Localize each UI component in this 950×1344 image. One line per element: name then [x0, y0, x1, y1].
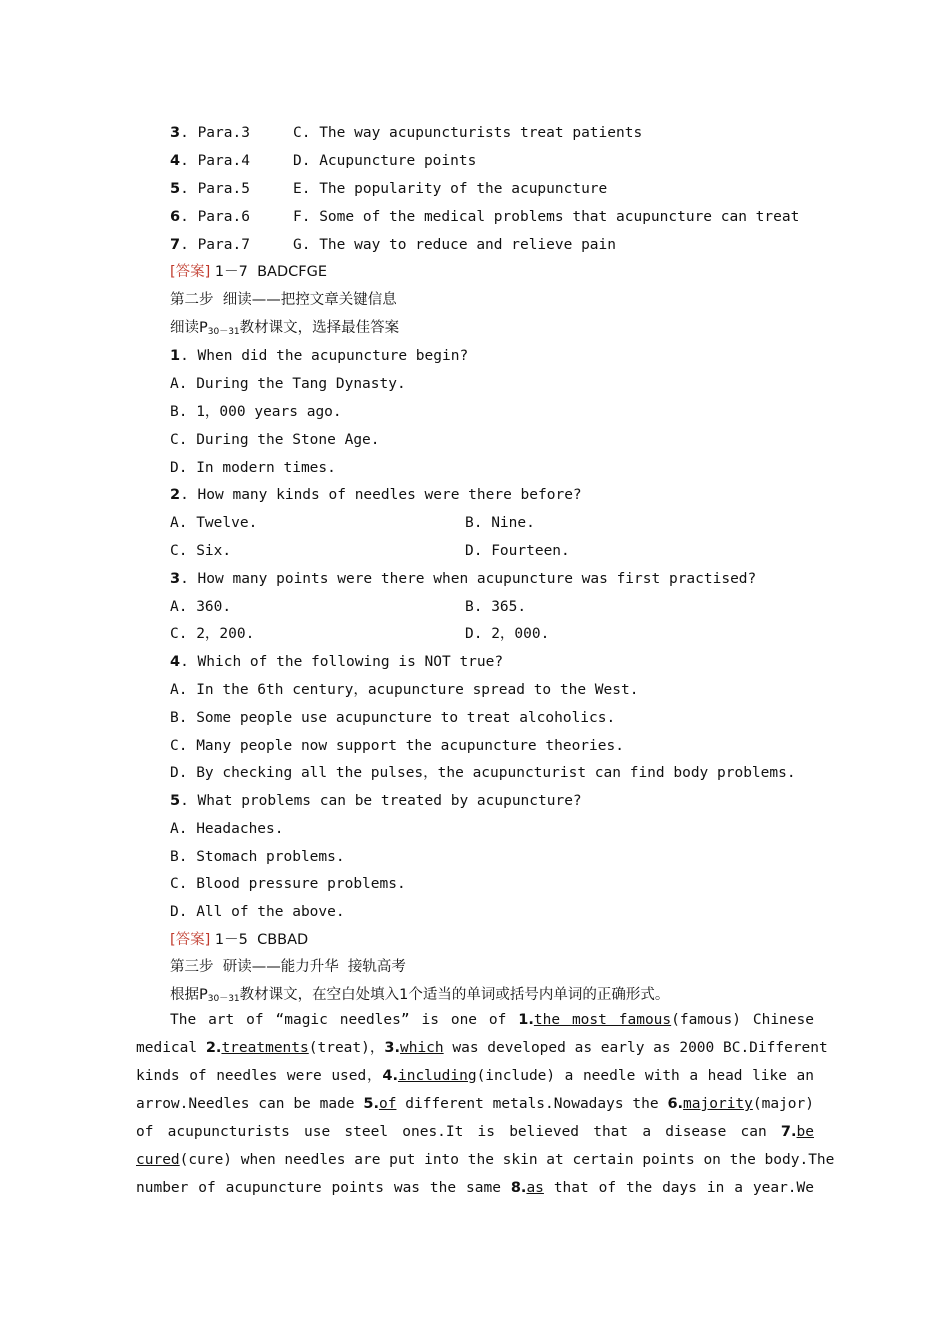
cloze-answer: cured	[136, 1152, 180, 1168]
question-5: 5. What problems can be treated by acupuncture?	[170, 793, 582, 809]
match-option: D. Acupuncture points	[293, 153, 477, 169]
cloze-line: of acupuncturists use steel ones.It is believed that a disease can 7.be	[136, 1124, 814, 1140]
option: C. Six.	[170, 543, 232, 559]
cloze-line: cured(cure) when needles are put into the skin at certain points on the body.The	[136, 1152, 835, 1168]
question-1: 1. When did the acupuncture begin?	[170, 348, 469, 364]
step-three-instruction: 根据$P_{30-31}$教材课文，在空白处填入1个适当的单词或括号内单词的正确形式。	[170, 987, 670, 1004]
cloze-answer: as	[526, 1180, 544, 1196]
match-row: 5. Para.5	[170, 181, 250, 197]
cloze-line: The art of “magic needles” is one of 1.the most famous(famous) Chinese	[170, 1012, 814, 1028]
match-row: 7. Para.7	[170, 237, 250, 253]
option: D. By checking all the pulses，the acupuncturist can find body problems.	[170, 765, 796, 781]
option: C. During the Stone Age.	[170, 432, 380, 448]
step-three-heading: 第三步 研读——能力升华 接轨高考	[170, 959, 406, 975]
match-option: E. The popularity of the acupuncture	[293, 181, 608, 197]
question-2: 2. How many kinds of needles were there before?	[170, 487, 582, 503]
cloze-line: arrow.Needles can be made 5.of different metals.Nowadays the 6.majority(major)	[136, 1096, 814, 1112]
cloze-answer: treatments	[221, 1040, 309, 1056]
match-row: 3. Para.3	[170, 125, 250, 141]
question-3: 3. How many points were there when acupuncture was first practised?	[170, 571, 757, 587]
cloze-answer: be	[796, 1124, 814, 1140]
step-two-instruction: 细读$P_{30-31}$教材课文，选择最佳答案	[170, 320, 400, 337]
cloze-answer: majority	[683, 1096, 753, 1112]
option: C. Many people now support the acupuncture theories.	[170, 738, 624, 754]
option: D. Fourteen.	[465, 543, 570, 559]
option: B. Nine.	[465, 515, 535, 531]
answer-key: [答案] 1－5 CBBAD	[170, 932, 309, 948]
match-row: 6. Para.6	[170, 209, 250, 225]
cloze-answer: which	[399, 1040, 444, 1056]
option: A. In the 6th century，acupuncture spread to the West.	[170, 682, 639, 698]
step-two-heading: 第二步 细读——把控文章关键信息	[170, 292, 397, 308]
option: B. Some people use acupuncture to treat alcoholics.	[170, 710, 616, 726]
option: B. 365.	[465, 599, 527, 615]
option: D. 2，000.	[465, 626, 550, 642]
option: A. Twelve.	[170, 515, 258, 531]
option: A. Headaches.	[170, 821, 284, 837]
question-4: 4. Which of the following is NOT true?	[170, 654, 504, 670]
cloze-answer: including	[397, 1068, 477, 1084]
cloze-answer: of	[378, 1096, 397, 1112]
option: B. Stomach problems.	[170, 849, 345, 865]
option: D. All of the above.	[170, 904, 345, 920]
option: A. 360.	[170, 599, 232, 615]
option: B. 1，000 years ago.	[170, 404, 342, 420]
match-option: G. The way to reduce and relieve pain	[293, 237, 617, 253]
cloze-answer: the most famous	[533, 1012, 672, 1028]
cloze-line: number of acupuncture points was the same 8.as that of the days in a year.We	[136, 1180, 814, 1196]
option: A. During the Tang Dynasty.	[170, 376, 406, 392]
option: C. 2，200.	[170, 626, 255, 642]
cloze-line: kinds of needles were used，4.including(include) a needle with a head like an	[136, 1068, 814, 1084]
match-row: 4. Para.4	[170, 153, 250, 169]
answer-key: [答案] 1－7 BADCFGE	[170, 264, 328, 280]
option: C. Blood pressure problems.	[170, 876, 406, 892]
match-option: C. The way acupuncturists treat patients	[293, 125, 643, 141]
cloze-line: medical 2.treatments(treat)，3.which was developed as early as 2000 BC.Different	[136, 1040, 828, 1056]
option: D. In modern times.	[170, 460, 336, 476]
match-option: F. Some of the medical problems that acupuncture can treat	[293, 209, 800, 225]
